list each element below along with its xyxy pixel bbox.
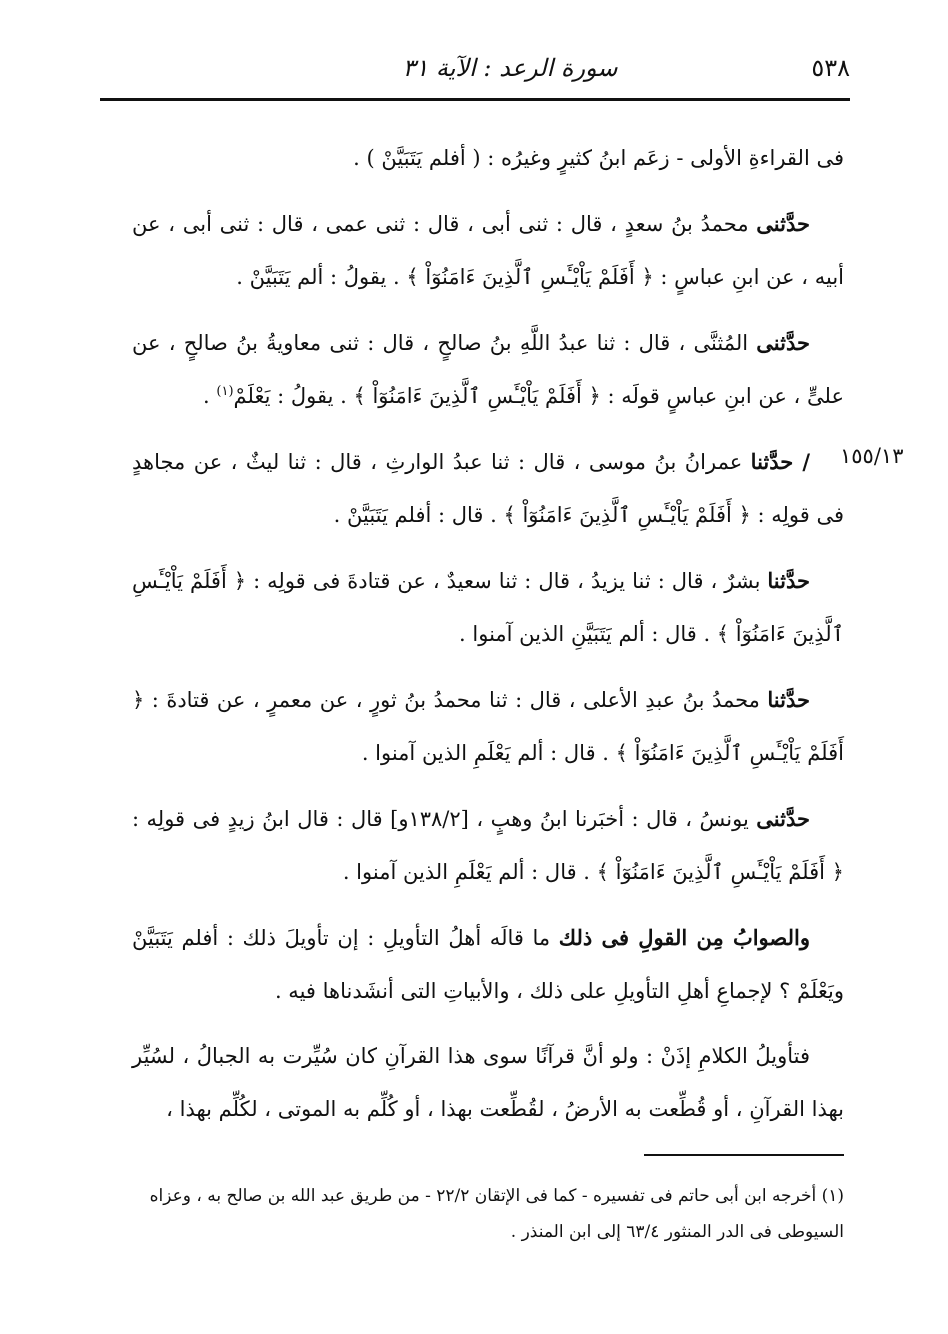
footnote [132, 1178, 844, 1250]
main-text [132, 132, 844, 1148]
paragraph-2 [132, 197, 844, 304]
paragraph-text: محمدُ بنُ عبدِ الأعلى ، قال : ثنا محمدُ بنُ ثورٍ ، عن معمرٍ ، عن قتادةَ : ﴿ أَفَلَمْ يَاْيْـَٔسِ ٱلَّذِينَ ءَامَنُوٓاْ ﴾ . قال : ألم يَعْلَمِ الذين آمنوا . [132, 688, 844, 765]
paragraph-text: فتأويلُ الكلامِ إذَنْ : ولو أنَّ قرآنًا سوى هذا القرآنِ كان سُيِّرت به الجبالُ ، لسُيِّر بهذا القرآنِ ، أو قُطِّعت به الأرضُ ، لقُطِّعت بهذا ، أو كُلِّم به الموتى ، لكُلِّم بهذا ، [132, 1044, 844, 1121]
page-number: ٥٣٨ [811, 54, 850, 82]
footnote-line-2: السيوطى فى الدر المنثور ٦٣/٤ إلى ابن المنذر . [510, 1222, 844, 1242]
paragraph-9 [132, 1030, 844, 1136]
paragraph-text: محمدُ بنُ سعدٍ ، قال : ثنى أبى ، قال : ثنى عمى ، قال : ثنى أبى ، عن أبيه ، عن ابنِ عباسٍ : ﴿ أَفَلَمْ يَاْيْـَٔسِ ٱلَّذِينَ ءَامَنُوٓاْ ﴾ . يقولُ : ألم يَتَبَيَّنْ . [132, 212, 844, 289]
paragraph-1 [132, 132, 844, 185]
paragraph-text: ما قالَه أهلُ التأويلِ : إن تأويلَ ذلك : أفلم يَتَبَيَّنْ ويَعْلَمْ ؟ لإجماعِ أهلِ التأويلِ على ذلك ، والأبياتِ التى أنشَدناها فيه . [132, 926, 844, 1003]
paragraph-tail: . [203, 384, 217, 408]
header-rule [100, 98, 850, 101]
margin-reference: ١٥٥/١٣ [840, 444, 904, 468]
paragraph-3 [132, 316, 844, 423]
hadith-lead: حدَّثنا [767, 568, 810, 593]
paragraph-text: عمرانُ بنُ موسى ، قال : ثنا عبدُ الوارثِ ، قال : ثنا ليثٌ ، عن مجاهدٍ فى قولِه : ﴿ أَفَلَمْ يَاْيْـَٔسِ ٱلَّذِينَ ءَامَنُوٓاْ ﴾ . قال : أفلم يَتَبَيَّنْ . [132, 450, 844, 527]
paragraph-text: يونسُ ، قال : أخبَرنا ابنُ وهبٍ ، [١٣٨/٢و] قال : قال ابنُ زيدٍ فى قولِه : ﴿ أَفَلَمْ يَاْيْـَٔسِ ٱلَّذِينَ ءَامَنُوٓاْ ﴾ . قال : ألم يَعْلَمِ الذين آمنوا . [132, 807, 844, 884]
running-title: سورة الرعد : الآية ٣١ [402, 54, 618, 82]
paragraph-text: المُثنَّى ، قال : ثنا عبدُ اللَّهِ بنُ صالحٍ ، قال : ثنى معاويةُ بنُ صالحٍ ، عن علىٍّ ، عن ابنِ عباسٍ قولَه : ﴿ أَفَلَمْ يَاْيْـَٔسِ ٱلَّذِينَ ءَامَنُوٓاْ ﴾ . يقولُ : يَعْلَمْ [132, 331, 844, 408]
paragraph-7 [132, 792, 844, 899]
hadith-lead: حدَّثنى [756, 330, 810, 355]
hadith-lead: حدَّثنا [767, 687, 810, 712]
paragraph-4 [132, 435, 844, 542]
footnote-mark: (١) [216, 384, 234, 399]
paragraph-text: بشرٌ ، قال : ثنا يزيدُ ، قال : ثنا سعيدٌ ، عن قتادةَ فى قولِه : ﴿ أَفَلَمْ يَاْيْـَٔسِ ٱلَّذِينَ ءَامَنُوٓاْ ﴾ . قال : ألم يَتَبَيَّنِ الذين آمنوا . [132, 569, 844, 646]
hadith-lead: / حدَّثنا [750, 449, 810, 474]
paragraph-5 [132, 554, 844, 661]
conclusion-lead: والصوابُ مِن القولِ فى ذلك [558, 925, 810, 950]
paragraph-text: فى القراءةِ الأولى - زعَم ابنُ كثيرٍ وغيرُه : ( أفلم يَتَبَيَّنْ ) . [353, 146, 844, 170]
footnote-line-1: (١) أخرجه ابن أبى حاتم فى تفسيره - كما فى الإتقان ٢٢/٢ - من طريق عبد الله بن صالح به ، وعزاه [149, 1186, 844, 1206]
paragraph-8 [132, 911, 844, 1018]
hadith-lead: حدَّثنى [756, 806, 810, 831]
paragraph-6 [132, 673, 844, 780]
hadith-lead: حدَّثنى [756, 211, 810, 236]
page-header [100, 48, 850, 94]
footnote-rule [644, 1154, 844, 1156]
